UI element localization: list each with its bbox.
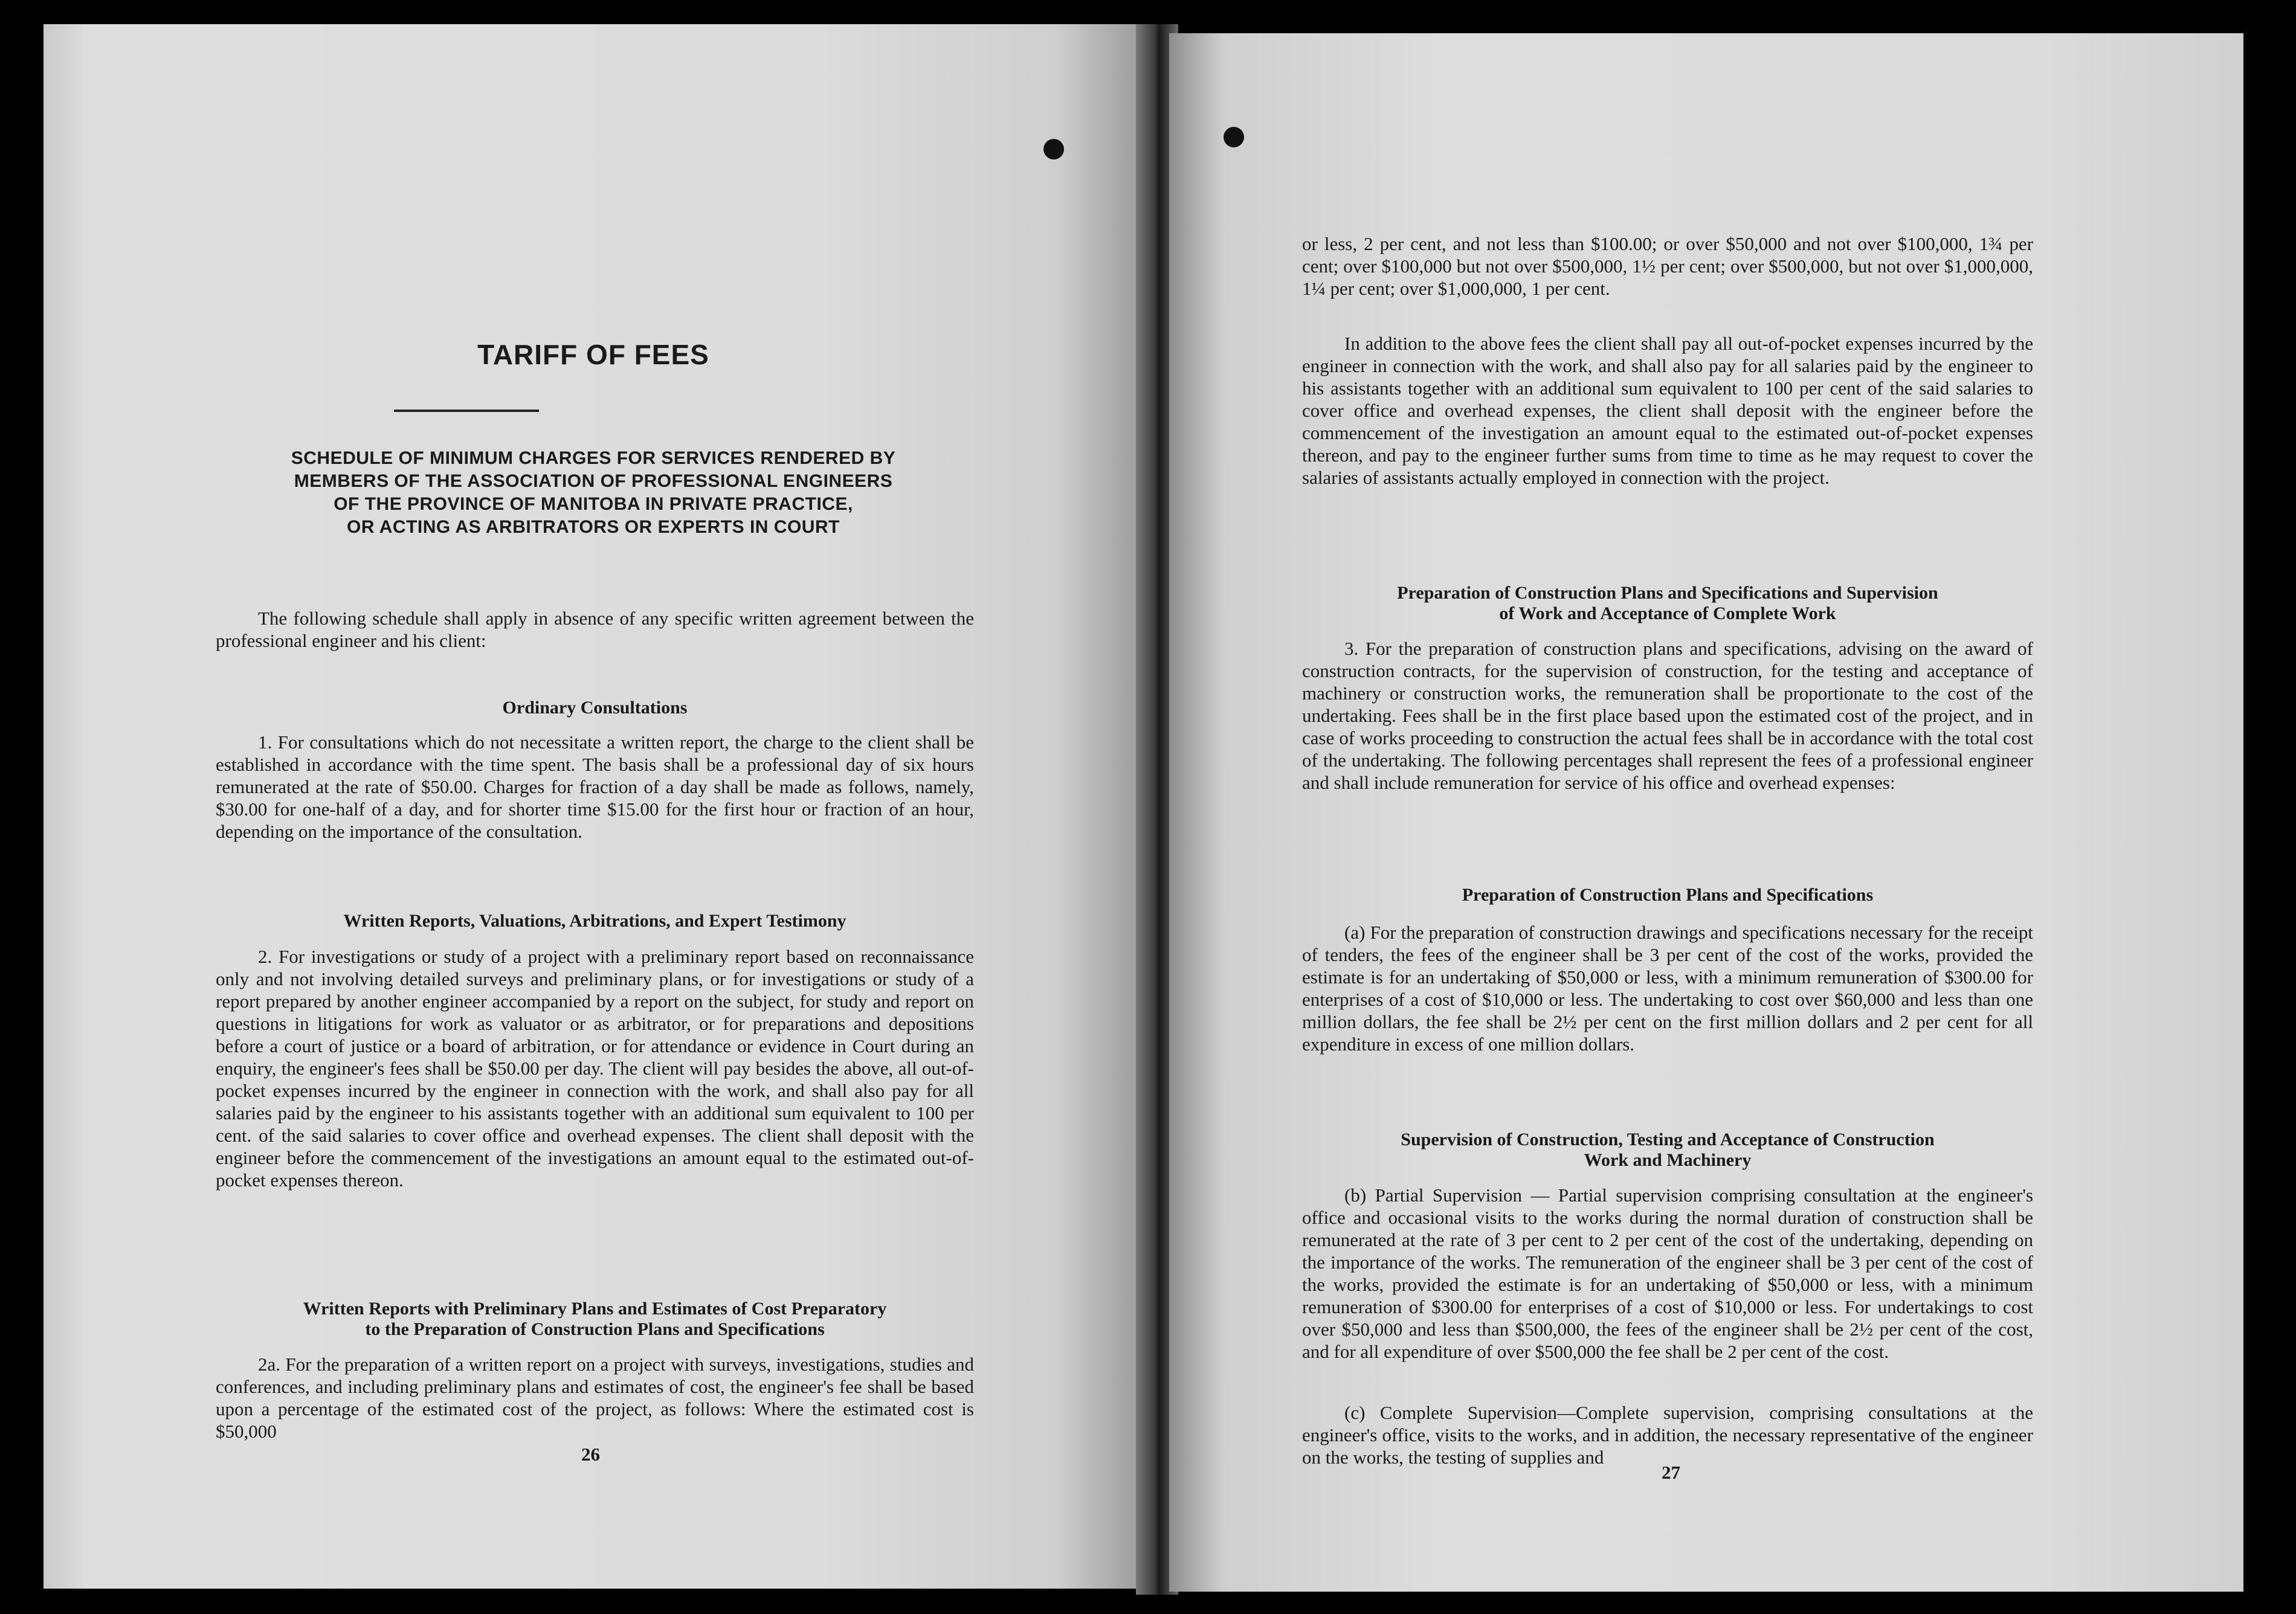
schedule-line: OF THE PROVINCE OF MANITOBA IN PRIVATE PRACTICE, [334,494,853,514]
paragraph-c: (c) Complete Supervision—Complete supervision, comprising consultations at the engineer's office, visits to the works, and in addition, the necessary representative of the engineer on the works, the testing of supplies and [1302,1402,2033,1468]
heading-line: Written Reports with Preliminary Plans and Estimates of Cost Preparatory [303,1299,887,1319]
heading-line: Supervision of Construction, Testing and Acceptance of Construction [1401,1130,1935,1149]
schedule-heading [44,447,1143,539]
page-number: 26 [581,1444,600,1465]
paragraph-1: 1. For consultations which do not necessitate a written report, the charge to the client shall be established in accordance with the time spent. The basis shall be a professional day of six hours remunerated at the rate of $50.00. Charges for fraction of a day shall be made as follows, namely, $30.00 for one-half of a day, and for shorter time $15.00 for the first hour or fraction of an hour, depending on the importance of the consultation. [216,731,974,842]
heading-line: of Work and Acceptance of Complete Work [1499,603,1836,623]
addition-paragraph: In addition to the above fees the client shall pay all out-of-pocket expenses incurred by the engineer in connection with the work, and shall also pay for all salaries paid by the engineer to his assistants together with an additional sum equivalent to 100 per cent of the said salaries to cover office and overhead expenses, the client shall deposit with the engineer before the commencement of the investigation an amount equal to the estimated out-of-pocket expenses thereon, and pay to the engineer further sums from time to time as he may request to cover the salaries of assistants actually employed in connection with the project. [1302,333,2033,488]
paragraph-a: (a) For the preparation of construction drawings and specifications necessary for the receipt of tenders, the fees of the engineer shall be 3 per cent of the cost of the works, provided the estimate is for an undertaking of $50,000 or less, with a minimum remuneration of $300.00 for enterprises of a cost of $10,000 or less. The undertaking to cost over $60,000 and less than one million dollars, the fee shall be 2½ per cent on the first million dollars and 2 per cent for all expenditure in excess of one million dollars. [1302,922,2033,1055]
heading-line: Preparation of Construction Plans and Specifications and Supervision [1397,583,1938,603]
paragraph-3: 3. For the preparation of construction plans and specifications, advising on the award of construction contracts, for the supervision of construction, for the testing and acceptance of machinery or construction works, the remuneration shall be proportionate to the cost of the undertaking. Fees shall be in the first place based upon the estimated cost of the project, and in case of works proceeding to construction the actual fees shall be in accordance with the total cost of the undertaking. The following percentages shall represent the fees of a professional engineer and shall include remuneration for service of his office and overhead expenses: [1302,638,2033,793]
page-title: TARIFF OF FEES [477,339,709,370]
schedule-line: SCHEDULE OF MINIMUM CHARGES FOR SERVICES RENDERED BY [291,448,896,468]
paragraph-2: 2. For investigations or study of a project with a preliminary report based on reconnaissance only and not involving detailed surveys and preliminary plans, or for investigations or study of a report prepared by another engineer accompanied by a report on the subject, for study and report on questions in litigations for work as valuator or as arbitrator, or for preparations and depositions before a court of justice or a board of arbitration, or for attendance or evidence in Court during an enquiry, the engineer's fees shall be $50.00 per day. The client will pay besides the above, all out-of-pocket expenses incurred by the engineer in connection with the work, and shall also pay for all salaries paid by the engineer to his assistants together with an additional sum equivalent to 100 per cent. of the said salaries to cover office and overhead expenses. The client shall deposit with the engineer before the commencement of the investigations an amount equal to the estimated out-of-pocket expenses thereon. [216,946,974,1191]
section-heading-ordinary: Ordinary Consultations [502,698,688,718]
paragraph-b: (b) Partial Supervision — Partial supervision comprising consultation at the engineer's office and occasional visits to the works during the normal duration of construction shall be remunerated at the rate of 3 per cent to 2 per cent of the cost of the undertaking, depending on the importance of the works. The remuneration of the engineer shall be 3 per cent of the cost of the works, provided the estimate is for an undertaking of $50,000 or less, with a minimum remuneration of $300.00 for enterprises of a cost of $10,000 or less. For undertakings to cost over $50,000 and less than $500,000, the fees of the engineer shall be 2½ per cent of the cost, and for all expenditure of over $500,000 the fee shall be 2 per cent of the cost. [1302,1185,2033,1362]
right-page [1169,33,2243,1592]
paragraph-2a: 2a. For the preparation of a written report on a project with surveys, investigations, studies and conferences, and including preliminary plans and estimates of cost, the engineer's fee shall be based upon a percentage of the estimated cost of the project, as follows: Where the estimated cost is $50,000 [216,1354,974,1442]
heading-line: to the Preparation of Construction Plans and Specifications [365,1319,825,1339]
left-page [44,24,1143,1589]
page-number: 27 [1662,1462,1680,1483]
binding-hole [1224,127,1244,147]
intro-paragraph: The following schedule shall apply in absence of any specific written agreement between the professional engineer and his client: [216,608,974,651]
section-heading-preliminary [216,1299,974,1340]
heading-line: Work and Machinery [1584,1150,1752,1170]
section-heading-preparation [1302,583,2033,624]
title-rule [394,410,539,412]
schedule-line: MEMBERS OF THE ASSOCIATION OF PROFESSIONAL ENGINEERS [294,471,893,491]
section-heading-written: Written Reports, Valuations, Arbitrations, and Expert Testimony [343,911,846,931]
binding-hole [1043,139,1064,159]
continuation-paragraph: or less, 2 per cent, and not less than $100.00; or over $50,000 and not over $100,000, 1¾ per cent; over $100,000 but not over $500,000, 1½ per cent; over $500,000, but not over $1,000,000, 1¼ per cent; over $1,000,000, 1 per cent. [1302,233,2033,299]
schedule-line: OR ACTING AS ARBITRATORS OR EXPERTS IN COURT [347,517,840,537]
section-heading-plans: Preparation of Construction Plans and Specifications [1462,885,1874,905]
section-heading-supervision [1302,1130,2033,1171]
